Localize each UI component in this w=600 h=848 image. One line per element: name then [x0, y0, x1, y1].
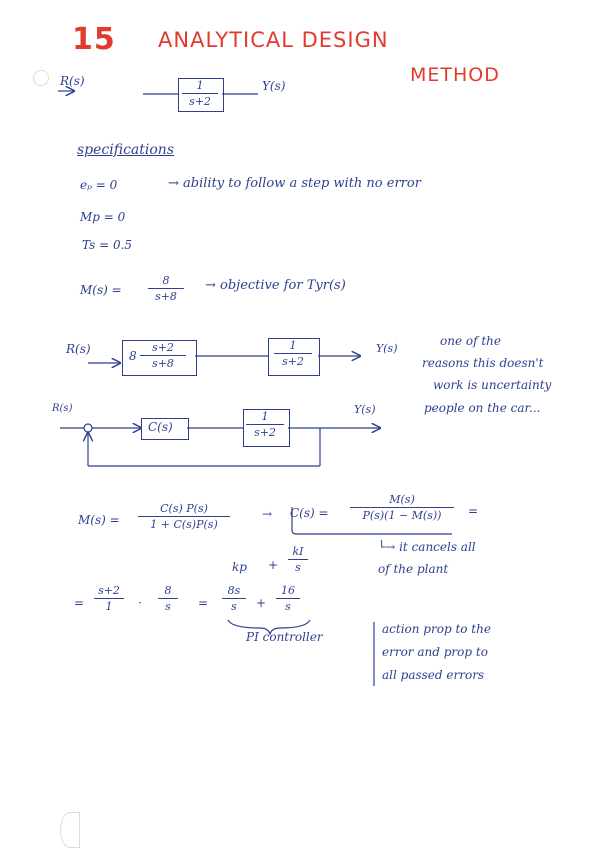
- diagram2-note-line1: one of the: [440, 334, 502, 348]
- spec-ms-label: M(s) =: [80, 283, 122, 297]
- factor2-fraction: [158, 584, 178, 613]
- cancel-note-line2: of the plant: [378, 562, 449, 576]
- diagram3-output-label: Y(s): [354, 403, 376, 416]
- page-number: 15: [72, 22, 116, 57]
- pi-note-line3: all passed errors: [382, 668, 485, 682]
- diagram3-p-num: 1: [261, 410, 269, 423]
- pi-ki-num: kI: [292, 545, 304, 558]
- factor4-num: 16: [281, 584, 295, 597]
- spec-ts: Ts = 0.5: [82, 238, 133, 252]
- fraction-bar: [94, 598, 124, 599]
- line2-eq: =: [74, 596, 85, 610]
- fraction-bar: [350, 507, 454, 508]
- pi-kp: kp: [232, 560, 247, 574]
- factor2-num: 8: [164, 584, 172, 597]
- diagram2-input-label: R(s): [66, 342, 91, 356]
- fraction-bar: [158, 598, 178, 599]
- fraction-bar: [222, 598, 246, 599]
- factor1-fraction: [94, 584, 124, 613]
- factor3-fraction: [222, 584, 246, 613]
- diagram3-input-label: R(s): [52, 403, 73, 414]
- pi-ki-den: s: [295, 561, 301, 574]
- fraction-bar: [288, 559, 308, 560]
- line2-plus: +: [256, 596, 267, 610]
- fraction-bar: [140, 355, 186, 356]
- derivation-m-fraction: [138, 502, 230, 531]
- derivation-c-fraction: [350, 493, 454, 522]
- page-title-line2: METHOD: [410, 64, 500, 86]
- pi-ki-fraction: [288, 545, 308, 574]
- factor2-den: s: [165, 600, 171, 613]
- fraction-bar: [246, 424, 284, 425]
- diagram2-p-num: 1: [289, 339, 297, 352]
- factor3-den: s: [231, 600, 237, 613]
- diagram1-tf-den: s+2: [189, 95, 211, 108]
- diagram3-p-den: s+2: [254, 426, 276, 439]
- spec-ms-num: 8: [162, 274, 170, 287]
- spec-ms-den: s+8: [155, 290, 177, 303]
- derivation-c-num: M(s): [389, 493, 415, 506]
- line2-eq2: =: [198, 596, 209, 610]
- derivation-m-num: C(s) P(s): [160, 502, 208, 515]
- factor3-num: 8s: [227, 584, 241, 597]
- factor4-fraction: [276, 584, 300, 613]
- cancel-note-line1: └→ it cancels all: [378, 540, 476, 554]
- diagram1-tf-num: 1: [196, 79, 204, 92]
- factor1-den: 1: [105, 600, 113, 613]
- fraction-bar: [182, 93, 218, 94]
- derivation-eq: =: [468, 504, 479, 518]
- diagram3-plant-tf: [246, 410, 284, 439]
- fraction-bar: [274, 353, 312, 354]
- fraction-bar: [138, 516, 230, 517]
- diagram2-c-num: s+2: [152, 341, 174, 354]
- diagram2-note-line2: reasons this doesn't: [422, 356, 544, 370]
- pi-note-line1: action prop to the: [382, 622, 491, 636]
- fraction-bar: [148, 288, 184, 289]
- diagram2-p-den: s+2: [282, 355, 304, 368]
- spec-ms-note: → objective for Tyr(s): [205, 278, 346, 293]
- page-title-line1: ANALYTICAL DESIGN: [158, 28, 389, 52]
- pi-note-line2: error and prop to: [382, 645, 488, 659]
- diagram2-controller-gain: 8: [129, 349, 137, 363]
- fraction-bar: [276, 598, 300, 599]
- spec-ep-note: → ability to follow a step with no error: [168, 176, 421, 191]
- pi-controller-label: PI controller: [246, 630, 323, 644]
- diagram2-controller-tf: [140, 341, 186, 370]
- diagram2-plant-tf: [274, 339, 312, 368]
- spec-ms-fraction: [148, 274, 184, 303]
- dot-operator: ·: [138, 596, 142, 610]
- diagram3-controller-label: C(s): [148, 420, 173, 434]
- spec-mp: Mp = 0: [80, 210, 126, 224]
- diagram1-output-label: Y(s): [262, 79, 286, 93]
- derivation-m-lhs: M(s) =: [78, 513, 120, 527]
- spec-ep: eₚ = 0: [80, 178, 118, 192]
- diagram3-comment: people on the car...: [424, 401, 541, 415]
- diagram1-plant-tf: [182, 79, 218, 108]
- pi-plus: +: [268, 558, 279, 572]
- derivation-m-den: 1 + C(s)P(s): [150, 518, 218, 531]
- derivation-c-lhs: C(s) =: [290, 506, 329, 520]
- diagram2-output-label: Y(s): [376, 342, 398, 355]
- specs-heading: specifications: [77, 142, 175, 158]
- diagram2-note-line3: work is uncertainty: [433, 378, 552, 392]
- factor4-den: s: [285, 600, 291, 613]
- derivation-c-den: P(s)(1 − M(s)): [362, 509, 442, 522]
- derivation-arrow: →: [262, 507, 273, 521]
- diagram2-c-den: s+8: [152, 357, 174, 370]
- diagram1-input-label: R(s): [60, 74, 85, 88]
- factor1-num: s+2: [98, 584, 120, 597]
